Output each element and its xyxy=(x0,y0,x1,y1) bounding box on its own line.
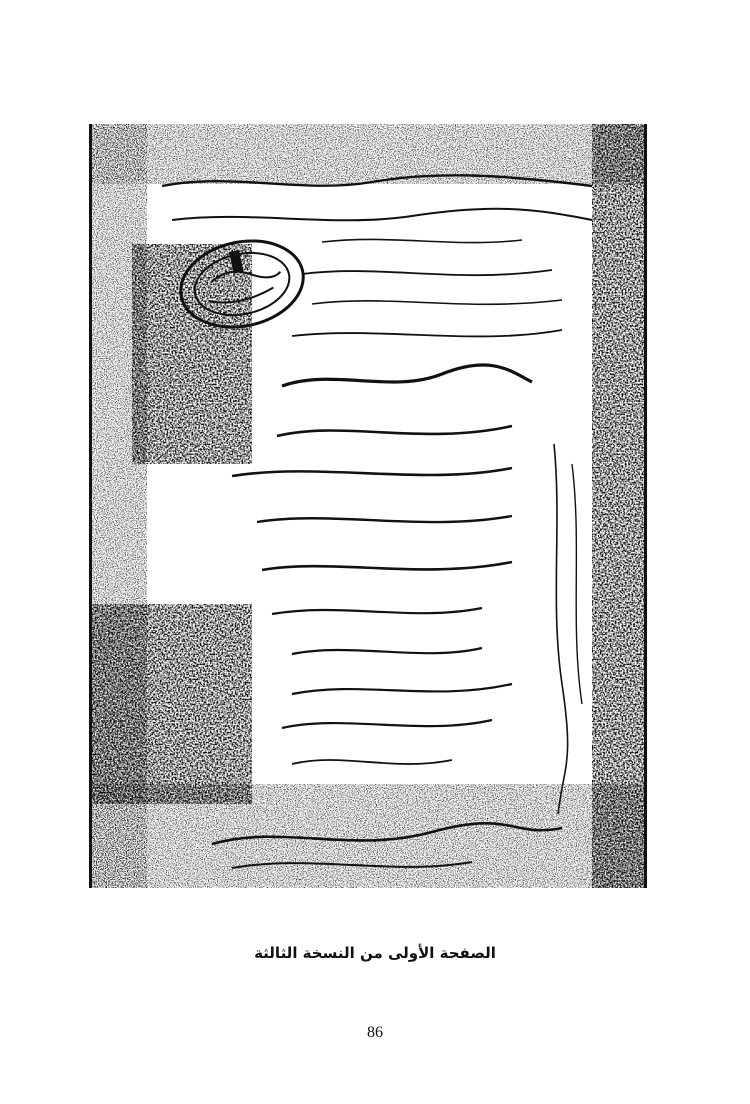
figure-caption: الصفحة الأولى من النسخة الثالثة xyxy=(254,944,496,962)
manuscript-image xyxy=(89,124,647,888)
page-number: 86 xyxy=(367,1024,383,1041)
